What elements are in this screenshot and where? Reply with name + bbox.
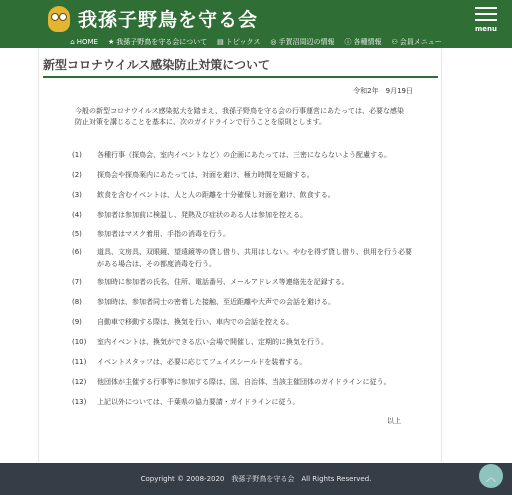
guideline-item [72, 376, 412, 388]
guideline-item [72, 169, 412, 181]
binoculars-icon: ◎ [270, 38, 277, 46]
nav-home[interactable] [70, 36, 98, 48]
guideline-item [72, 356, 412, 368]
main-content [38, 48, 442, 462]
owl-logo-icon [48, 6, 70, 32]
item-number: (11) [72, 358, 87, 366]
item-text: 自動車で移動する際は、換気を行い、車内での会話を控える。 [97, 318, 293, 326]
main-nav [0, 36, 512, 48]
nav-label: HOME [76, 38, 98, 46]
guideline-item [72, 246, 412, 270]
item-number: (5) [72, 230, 82, 238]
menu-button[interactable] [472, 7, 500, 37]
guideline-item [72, 336, 412, 348]
item-text: イベントスタッフは、必要に応じてフェイスシールドを装着する。 [97, 358, 307, 366]
item-number: (2) [72, 171, 82, 179]
nav-member-menu[interactable] [391, 36, 441, 48]
site-header [0, 0, 512, 36]
item-text: 参加時に参加者の氏名、住所、電話番号、メールアドレス等連絡先を記録する。 [97, 278, 349, 286]
item-number: (1) [72, 151, 82, 159]
guideline-item [72, 209, 412, 221]
item-text: 上記以外については、千葉県の協力要請・ガイドラインに従う。 [97, 398, 300, 406]
nav-label: 手賀沼周辺の情報 [278, 38, 335, 46]
item-number: (12) [72, 378, 87, 386]
closing-text: 以上 [387, 417, 401, 425]
document-icon: ▤ [217, 38, 224, 46]
item-number: (8) [72, 298, 82, 306]
item-text: 他団体が主催する行事等に参加する際は、国、自治体、当該主催団体のガイドラインに従う。 [97, 378, 391, 386]
item-number: (13) [72, 398, 87, 406]
guideline-item [72, 228, 412, 240]
guideline-item [72, 189, 412, 201]
nav-label: 各種情報 [353, 38, 382, 46]
hamburger-icon-bar [475, 19, 497, 21]
item-number: (4) [72, 211, 82, 219]
copyright-text: Copyright © 2008-2020 我孫子野鳥を守る会 All Rights Reserved. [140, 475, 372, 483]
menu-label: menu [474, 25, 497, 33]
item-text: 室内イベントは、換気ができる広い会場で開催し、定期的に換気を行う。 [97, 338, 328, 346]
star-icon: ★ [107, 38, 115, 46]
nav-label: 会員メニュー [399, 38, 442, 46]
user-icon: ⚇ [391, 38, 398, 46]
guideline-item [72, 149, 412, 161]
guideline-item [72, 296, 412, 308]
site-logo[interactable] [48, 5, 258, 32]
item-text: 各種行事（探鳥会、室内イベントなど）の企画にあたっては、三密にならないよう配慮する。 [97, 151, 391, 159]
item-text: 飲食を含むイベントは、人と人の距離を十分確保し対面を避け、飲食する。 [97, 191, 335, 199]
guideline-item [72, 316, 412, 328]
nav-teganuma-info[interactable] [270, 36, 334, 48]
nav-label: トピックス [225, 38, 261, 46]
nav-topics[interactable] [217, 36, 260, 48]
item-number: (9) [72, 318, 82, 326]
item-text: 道具、文房具、双眼鏡、望遠鏡等の貸し借り、共用はしない。やむを得ず貸し借り、供用を行う必要がある場合は、その都度消毒を行う。 [97, 248, 412, 268]
item-text: 参加時は、参加者同士の密着した接触、至近距離や大声での会話を避ける。 [97, 298, 335, 306]
site-title: 我孫子野鳥を守る会 [78, 9, 259, 31]
publish-date: 令和2年 9月19日 [353, 87, 413, 95]
item-text: 探鳥会や探鳥案内にあたっては、対面を避け、極力時間を短縮する。 [97, 171, 314, 179]
guideline-item [72, 396, 412, 408]
back-to-top-button[interactable] [479, 464, 503, 488]
guideline-item [72, 276, 412, 288]
item-number: (6) [72, 248, 82, 256]
item-number: (10) [72, 338, 87, 346]
nav-info[interactable] [344, 36, 381, 48]
hamburger-icon [475, 7, 497, 9]
nav-label: 我孫子野鳥を守る会について [116, 38, 208, 46]
info-icon: ⓘ [344, 38, 352, 46]
nav-about[interactable] [108, 36, 207, 48]
intro-text: 今般の新型コロナウイルス感染拡大を踏まえ、我孫子野鳥を守る会の行事運営にあたっては、必要な感染防止対策を講じることを基本に、次のガイドラインで行うことを原則とします。 [75, 107, 404, 126]
home-icon: ⌂ [70, 38, 75, 46]
item-number: (3) [72, 191, 82, 199]
item-number: (7) [72, 278, 82, 286]
site-footer [0, 463, 512, 495]
item-text: 参加者は参加前に検温し、発熱及び症状のある人は参加を控える。 [97, 211, 307, 219]
hamburger-icon-bar [475, 13, 497, 15]
page-title: 新型コロナウイルス感染防止対策について [43, 56, 438, 78]
chevron-up-icon: ︿ [486, 472, 496, 484]
item-text: 参加者はマスク着用、手指の消毒を行う。 [97, 230, 230, 238]
